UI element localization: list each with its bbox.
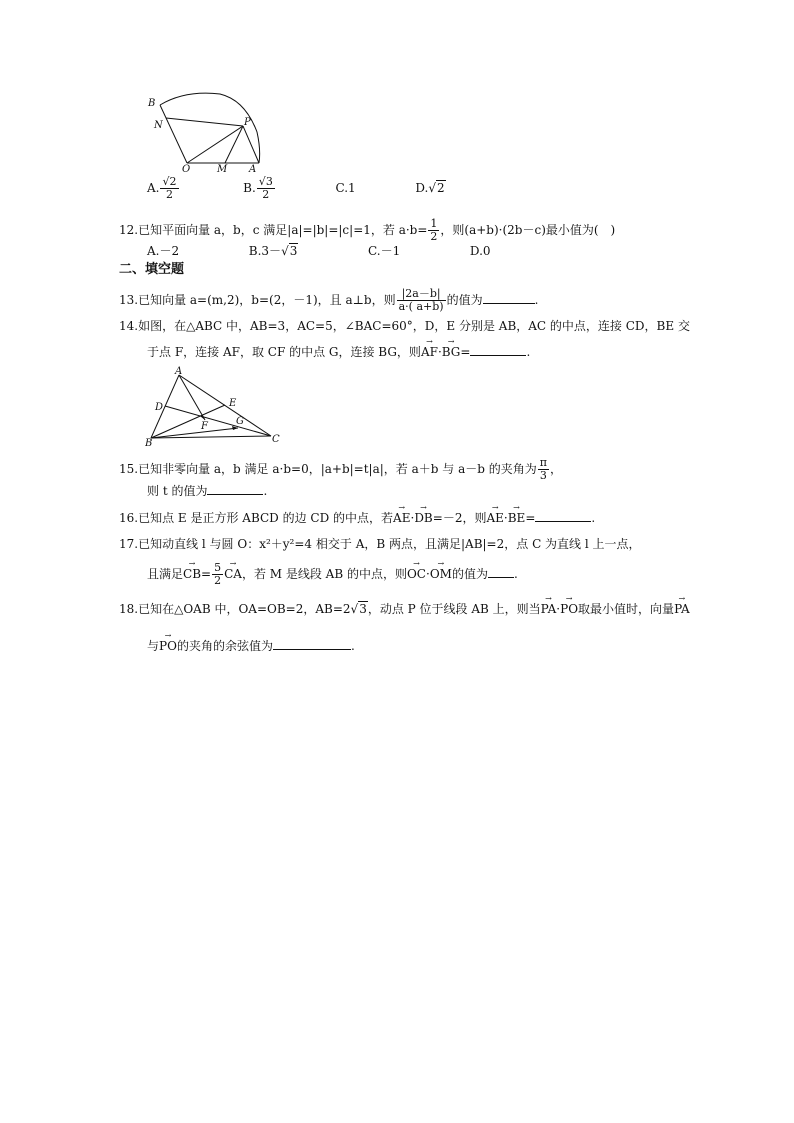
fig2-label-b: B bbox=[145, 438, 153, 446]
figure-triangle-abc bbox=[145, 366, 285, 446]
q16-answer-blank bbox=[535, 521, 591, 522]
question-14-line2: 于点 F，连接 AF，取 CF 的中点 G，连接 BG，则→ AF·→ BG= . bbox=[147, 344, 530, 360]
fig2-label-g: G bbox=[236, 416, 244, 427]
q12-option-c: C.－1 bbox=[368, 244, 401, 258]
q15-answer-blank bbox=[207, 494, 263, 495]
question-18-line2: 与→ PO的夹角的余弦值为 . bbox=[147, 638, 355, 654]
q17-answer-blank bbox=[488, 577, 514, 578]
q13-answer-blank bbox=[483, 303, 535, 304]
q12-options bbox=[147, 243, 491, 259]
fig1-label-o: O bbox=[182, 164, 191, 172]
q18-answer-blank bbox=[273, 649, 351, 650]
q11-option-d: D.√2 bbox=[415, 181, 445, 195]
q11-option-a: A. $\frac{√2}{2}$ bbox=[147, 175, 177, 201]
fig1-label-p: P bbox=[244, 117, 251, 128]
question-17-line2: 且满足→ CB= $\frac{5}{2}$ → CA，若 M 是线段 AB 的中点，则→ OC·→ OM的值为 . bbox=[147, 562, 518, 587]
question-15-line1: 15.已知非零向量 a，b 满足 a·b=0，|a+b|=t|a|，若 a＋b 与 a－b 的夹角为 $\frac{\pi}{3}$ ， bbox=[119, 456, 562, 482]
figure-arc-diagram bbox=[145, 92, 270, 172]
question-16: 16.已知点 E 是正方形 ABCD 的边 CD 的中点，若→ AE·→ DB=－2，则→ AE·→ BE= . bbox=[119, 510, 595, 526]
q12-option-a: A.－2 bbox=[147, 244, 180, 258]
fig2-label-d: D bbox=[155, 402, 164, 413]
fig2-label-a: A bbox=[175, 366, 183, 377]
q11-option-b: B. $\frac{√3}{2}$ bbox=[243, 175, 273, 201]
q11-option-c: C.1 bbox=[335, 181, 356, 195]
question-15-line2: 则 t 的值为 . bbox=[147, 484, 268, 498]
fig1-label-m: M bbox=[217, 164, 228, 172]
q12-option-b: B.3－√3 bbox=[248, 244, 298, 258]
q12-option-d: D.0 bbox=[469, 244, 491, 258]
fig1-label-a: A bbox=[249, 164, 257, 172]
question-18-line1: 18.已知在△OAB 中，OA=OB=2，AB=2√3，动点 P 位于线段 AB 上，则当→ PA·→ PO取最小值时，向量→ PA bbox=[119, 601, 690, 617]
fig1-label-n: N bbox=[154, 120, 163, 131]
q11-options bbox=[147, 176, 446, 201]
question-12: 12.已知平面向量 a，b，c 满足|a|=|b|=|c|=1，若 a·b= $\frac{1}{2}$ ，则(a+b)·(2b－c)最小值为( ) bbox=[119, 217, 616, 243]
question-14-line1: 14.如图，在△ABC 中，AB=3，AC=5，∠BAC=60°，D，E 分别是 AB，AC 的中点，连接 CD，BE 交 bbox=[119, 319, 690, 333]
section-fill-in-blank: 二、填空题 bbox=[119, 262, 185, 277]
question-13: 13.已知向量 a=(m,2)，b=(2，－1)，且 a⊥b，则 $\frac{|2a-b|}{a\cdot( a+b)}$ 的值为 . bbox=[119, 287, 539, 313]
question-17-line1: 17.已知动直线 l 与圆 O：x²＋y²=4 相交于 A，B 两点，且满足|AB|=2，点 C 为直线 l 上一点， bbox=[119, 537, 641, 551]
q14-answer-blank bbox=[470, 355, 526, 356]
fig2-label-c: C bbox=[272, 434, 280, 445]
fig1-label-b: B bbox=[148, 98, 156, 109]
fig2-label-f: F bbox=[201, 421, 208, 432]
fig2-label-e: E bbox=[229, 398, 237, 409]
